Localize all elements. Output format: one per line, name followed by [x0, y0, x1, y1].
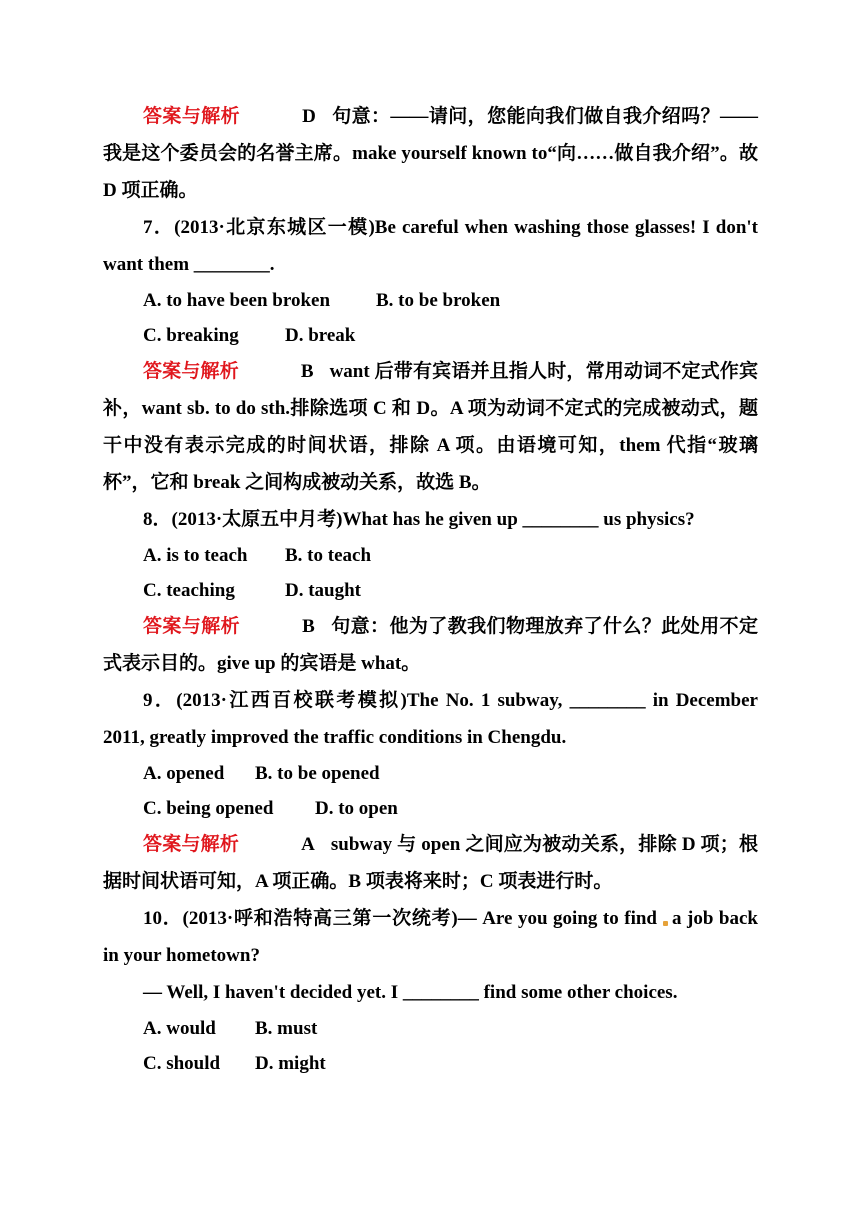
answer-label: 答案与解析 — [143, 834, 240, 855]
option-d: D. to open — [315, 798, 398, 819]
question-stem: 8．(2013·太原五中月考)What has he given up ________ us physics? — [143, 509, 695, 530]
question-dialogue-line: — Well, I haven't decided yet. I ________ find some other choices. — [143, 982, 678, 1003]
answer-letter: B — [302, 616, 315, 637]
question-block-q7 — [103, 209, 758, 501]
question-block-q10 — [103, 900, 758, 1081]
answer-letter: D — [302, 106, 316, 127]
question-stem: 9．(2013·江西百校联考模拟)The No. 1 subway, ________ in December 2011, greatly improved the traffic conditions in Chengdu. — [103, 690, 758, 748]
answer-label: 答案与解析 — [143, 361, 239, 382]
answer-paragraph-q6 — [103, 98, 758, 209]
option-c: C. breaking — [143, 325, 239, 346]
answer-paragraph-q8 — [103, 608, 758, 682]
answer-paragraph-q9 — [103, 826, 758, 900]
question-block-q8 — [103, 501, 758, 682]
question-stem-part1: 10．(2013·呼和浩特高三第一次统考)— Are you going to find — [143, 908, 657, 929]
option-c: C. teaching — [143, 580, 235, 601]
option-b: B. must — [255, 1018, 318, 1039]
answer-label: 答案与解析 — [143, 106, 241, 127]
answer-letter: A — [301, 834, 315, 855]
option-row — [103, 1046, 758, 1081]
answer-label: 答案与解析 — [143, 616, 241, 637]
answer-explanation: 句意：他为了教我们物理放弃了什么？此处用不定式表示目的。give up 的宾语是 what。 — [103, 616, 758, 674]
answer-explanation: 句意：——请问，您能向我们做自我介绍吗？——我是这个委员会的名誉主席。make yourself known to“向……做自我介绍”。故 D 项正确。 — [103, 106, 758, 201]
question-block-q9 — [103, 682, 758, 900]
document-body — [103, 98, 758, 1081]
option-c: C. should — [143, 1053, 221, 1074]
question-stem — [103, 900, 758, 974]
option-row — [103, 283, 758, 318]
option-a: A. is to teach — [143, 545, 248, 566]
option-row — [103, 756, 758, 791]
answer-block-q6 — [103, 98, 758, 209]
option-row — [103, 538, 758, 573]
option-b: B. to teach — [285, 545, 372, 566]
option-row — [103, 573, 758, 608]
option-c: C. being opened — [143, 798, 274, 819]
option-b: B. to be broken — [376, 290, 501, 311]
answer-explanation: subway 与 open 之间应为被动关系，排除 D 项；根据时间状语可知，A 项正确。B 项表将来时；C 项表进行时。 — [103, 834, 758, 892]
question-stem-part2: a job back in your hometown? — [103, 908, 758, 966]
option-row — [103, 1011, 758, 1046]
answer-letter: B — [300, 361, 314, 382]
option-d: D. break — [285, 325, 356, 346]
option-a: A. would — [143, 1018, 216, 1039]
dot-mark-icon — [663, 921, 668, 926]
option-row — [103, 791, 758, 826]
option-a: A. to have been broken — [143, 290, 331, 311]
option-d: D. might — [255, 1053, 326, 1074]
question-stem: 7．(2013·北京东城区一模)Be careful when washing those glasses! I don't want them ________. — [103, 217, 758, 275]
option-a: A. opened — [143, 763, 225, 784]
option-d: D. taught — [285, 580, 362, 601]
answer-paragraph-q7 — [103, 353, 758, 501]
option-row — [103, 318, 758, 353]
option-b: B. to be opened — [255, 763, 380, 784]
answer-explanation: want 后带有宾语并且指人时，常用动词不定式作宾补，want sb. to do sth.排除选项 C 和 D。A 项为动词不定式的完成被动式，题干中没有表示完成的时间状语，排除 A 项。由语境可知，them 代指“玻璃杯”，它和 break 之间构成被动关系，故选 B。 — [103, 361, 758, 493]
